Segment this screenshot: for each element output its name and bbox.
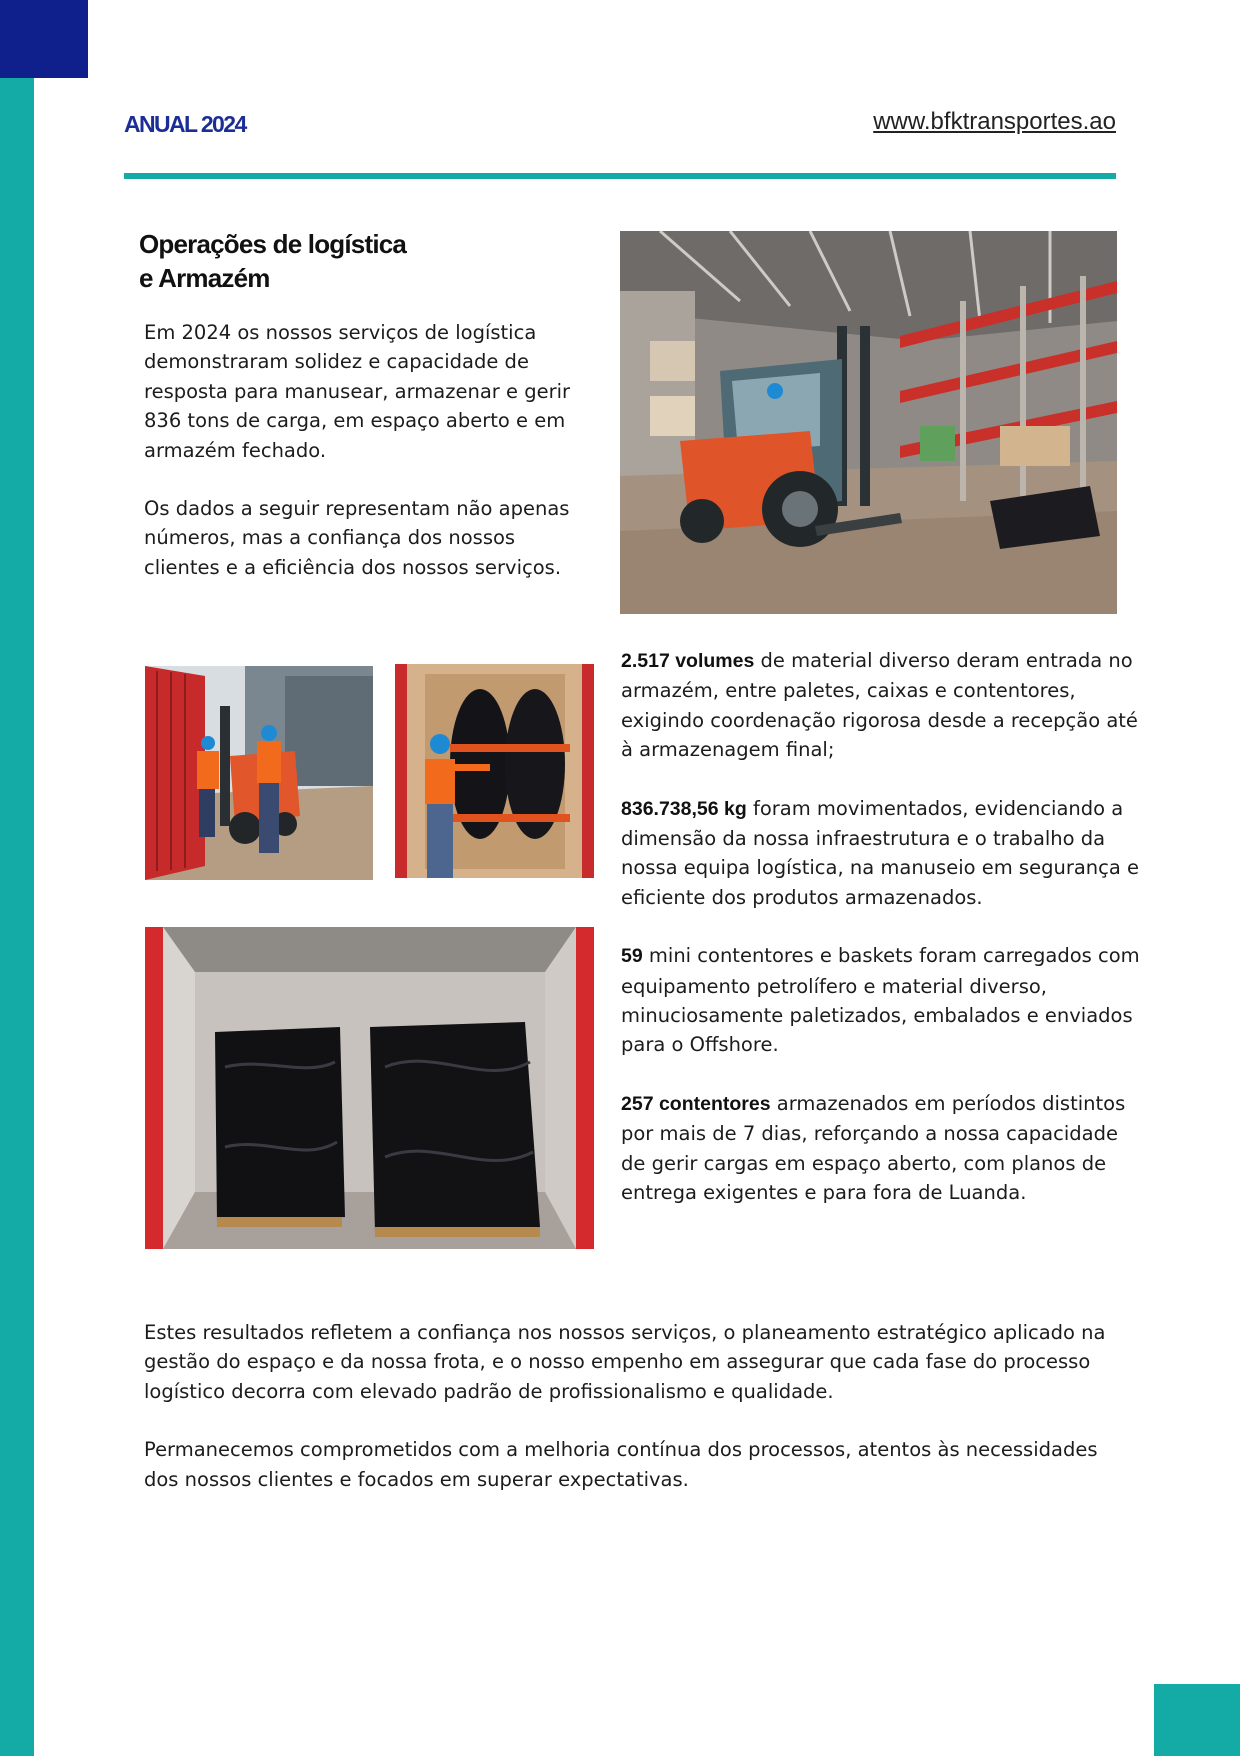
stat-figure: 836.738,56 kg <box>621 797 747 820</box>
section-title-line2: e Armazém <box>139 263 270 293</box>
stat-text: mini contentores e baskets foram carregados com equipamento petrolífero e material diverso, minuciosamente paletizados, embalados e enviados para o Offshore. <box>621 944 1140 1057</box>
intro-paragraph-2: Os dados a seguir representam não apenas números, mas a confiança dos nossos clientes e a eficiência dos nossos serviços. <box>144 497 570 579</box>
stat-volumes <box>621 646 1141 765</box>
workers-forklift-container-photo <box>145 666 373 880</box>
top-corner-block <box>0 0 88 78</box>
stats-list <box>621 646 1141 1208</box>
closing-paragraph-2: Permanecemos comprometidos com a melhoria contínua dos processos, atentos às necessidades dos nossos clientes e focados em superar expectativas. <box>144 1438 1098 1491</box>
forklift-warehouse-photo <box>620 231 1117 614</box>
header-divider <box>124 173 1116 179</box>
stat-text: de material diverso deram entrada no armazém, entre paletes, caixas e contentores, exigindo coordenação rigorosa desde a recepção até à armazenagem final; <box>621 649 1138 762</box>
intro-paragraph-1: Em 2024 os nossos serviços de logística demonstraram solidez e capacidade de resposta para manusear, armazenar e gerir 836 tons de carga, em espaço aberto e em armazém fechado. <box>144 321 571 462</box>
section-title-line1: Operações de logística <box>139 229 407 259</box>
section-title <box>139 227 579 295</box>
stat-figure: 59 <box>621 945 643 968</box>
closing-text <box>144 1318 1124 1494</box>
stat-mini-containers <box>621 941 1141 1060</box>
intro-text <box>144 318 594 582</box>
stat-figure: 257 contentores <box>621 1092 771 1115</box>
website-link[interactable]: www.bfktransportes.ao <box>873 108 1116 135</box>
worker-container-loading-photo <box>395 664 594 878</box>
stat-text: foram movimentados, evidenciando a dimensão da nossa infraestrutura e o trabalho da nossa equipa logística, na manuseio em segurança e eficiente dos produtos armazenados. <box>621 796 1140 909</box>
stat-figure: 2.517 volumes <box>621 650 755 672</box>
stat-containers <box>621 1089 1141 1208</box>
stat-text: armazenados em períodos distintos por mais de 7 dias, reforçando a nossa capacidade de gerir cargas em espaço aberto, com planos de entrega exigentes e para fora de Luanda. <box>621 1091 1126 1205</box>
report-year-label: ANUAL 2024 <box>124 111 246 137</box>
left-accent-bar <box>0 0 34 1756</box>
stat-weight <box>621 794 1141 913</box>
bottom-corner-block <box>1154 1684 1240 1756</box>
closing-paragraph-1: Estes resultados refletem a confiança nos nossos serviços, o planeamento estratégico aplicado na gestão do espaço e da nossa frota, e o nosso empenho em assegurar que cada fase do processo logístico decorra com elevado padrão de profissionalismo e qualidade. <box>144 1321 1106 1403</box>
wrapped-pallets-container-photo <box>145 927 594 1249</box>
